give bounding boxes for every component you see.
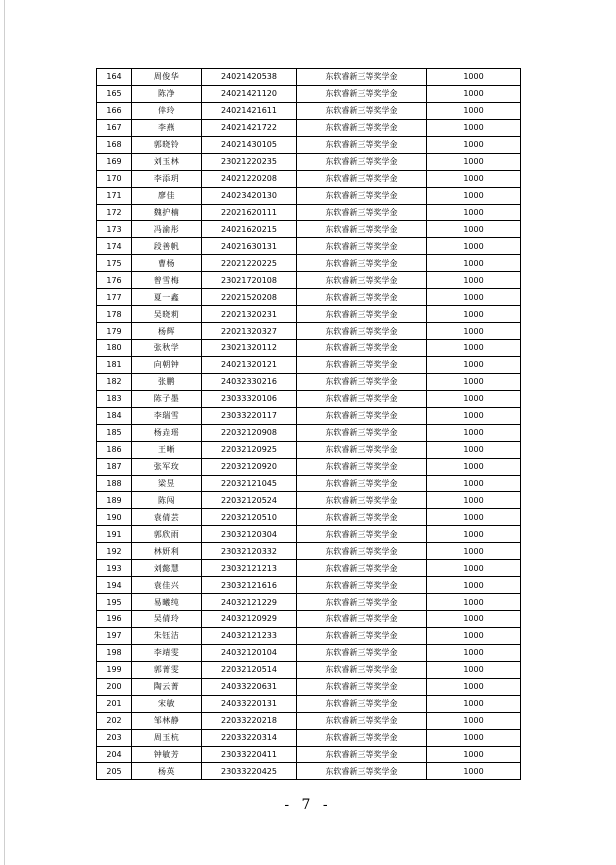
student-id-cell: 24032121233 [202,627,297,644]
page-number: - 7 - [284,797,332,813]
student-name-cell: 陈闯 [132,492,202,509]
student-id-cell: 22032120925 [202,441,297,458]
table-row [97,661,521,678]
student-name-cell: 宋敏 [132,695,202,712]
row-number-cell: 180 [97,340,132,357]
row-number-cell: 186 [97,441,132,458]
row-number-cell: 169 [97,153,132,170]
award-amount-cell: 1000 [427,255,521,272]
student-id-cell: 22021620111 [202,204,297,221]
table-row [97,627,521,644]
award-amount-cell: 1000 [427,627,521,644]
row-number-cell: 178 [97,306,132,323]
award-amount-cell: 1000 [427,119,521,136]
row-number-cell: 194 [97,577,132,594]
award-name-cell: 东软睿新三等奖学金 [297,543,427,560]
row-number-cell: 191 [97,526,132,543]
award-amount-cell: 1000 [427,289,521,306]
award-name-cell: 东软睿新三等奖学金 [297,238,427,255]
award-name-cell: 东软睿新三等奖学金 [297,627,427,644]
row-number-cell: 192 [97,543,132,560]
award-amount-cell: 1000 [427,187,521,204]
table-row [97,136,521,153]
table-row [97,390,521,407]
award-name-cell: 东软睿新三等奖学金 [297,475,427,492]
award-amount-cell: 1000 [427,272,521,289]
row-number-cell: 173 [97,221,132,238]
award-name-cell: 东软睿新三等奖学金 [297,119,427,136]
table-row [97,69,521,86]
award-amount-cell: 1000 [427,69,521,86]
table-row [97,424,521,441]
table-row [97,458,521,475]
table-row [97,695,521,712]
student-id-cell: 23033320106 [202,390,297,407]
row-number-cell: 170 [97,170,132,187]
student-name-cell: 邹林静 [132,712,202,729]
award-name-cell: 东软睿新三等奖学金 [297,187,427,204]
table-row [97,204,521,221]
award-amount-cell: 1000 [427,221,521,238]
award-name-cell: 东软睿新三等奖学金 [297,153,427,170]
award-amount-cell: 1000 [427,577,521,594]
award-name-cell: 东软睿新三等奖学金 [297,255,427,272]
student-name-cell: 吴晓莉 [132,306,202,323]
student-name-cell: 梁昱 [132,475,202,492]
row-number-cell: 176 [97,272,132,289]
award-amount-cell: 1000 [427,526,521,543]
table-row [97,272,521,289]
student-id-cell: 22032120920 [202,458,297,475]
award-name-cell: 东软睿新三等奖学金 [297,594,427,611]
table-row [97,526,521,543]
row-number-cell: 183 [97,390,132,407]
student-name-cell: 周俊华 [132,69,202,86]
student-name-cell: 刘懿慧 [132,560,202,577]
row-number-cell: 171 [97,187,132,204]
table-row [97,340,521,357]
table-row [97,729,521,746]
row-number-cell: 168 [97,136,132,153]
award-amount-cell: 1000 [427,373,521,390]
student-id-cell: 22032120908 [202,424,297,441]
student-id-cell: 22032120510 [202,509,297,526]
row-number-cell: 196 [97,611,132,628]
award-amount-cell: 1000 [427,509,521,526]
award-name-cell: 东软睿新三等奖学金 [297,644,427,661]
award-amount-cell: 1000 [427,204,521,221]
student-name-cell: 杨英 [132,763,202,780]
table-row [97,644,521,661]
student-name-cell: 陶云菁 [132,678,202,695]
row-number-cell: 200 [97,678,132,695]
award-name-cell: 东软睿新三等奖学金 [297,407,427,424]
award-amount-cell: 1000 [427,695,521,712]
award-name-cell: 东软睿新三等奖学金 [297,492,427,509]
student-name-cell: 杨辉 [132,323,202,340]
table-row [97,170,521,187]
row-number-cell: 202 [97,712,132,729]
row-number-cell: 205 [97,763,132,780]
award-amount-cell: 1000 [427,85,521,102]
student-name-cell: 冯渝彤 [132,221,202,238]
award-amount-cell: 1000 [427,441,521,458]
student-id-cell: 24021430105 [202,136,297,153]
award-name-cell: 东软睿新三等奖学金 [297,373,427,390]
row-number-cell: 164 [97,69,132,86]
student-name-cell: 段善帆 [132,238,202,255]
table-row [97,102,521,119]
award-amount-cell: 1000 [427,712,521,729]
award-amount-cell: 1000 [427,424,521,441]
award-name-cell: 东软睿新三等奖学金 [297,441,427,458]
student-id-cell: 24021421611 [202,102,297,119]
award-name-cell: 东软睿新三等奖学金 [297,69,427,86]
row-number-cell: 198 [97,644,132,661]
row-number-cell: 182 [97,373,132,390]
award-name-cell: 东软睿新三等奖学金 [297,85,427,102]
table-row [97,255,521,272]
row-number-cell: 179 [97,323,132,340]
award-amount-cell: 1000 [427,492,521,509]
award-name-cell: 东软睿新三等奖学金 [297,204,427,221]
row-number-cell: 203 [97,729,132,746]
student-name-cell: 钟敏芳 [132,746,202,763]
award-amount-cell: 1000 [427,763,521,780]
award-amount-cell: 1000 [427,644,521,661]
table-row [97,712,521,729]
row-number-cell: 181 [97,356,132,373]
student-name-cell: 夏一鑫 [132,289,202,306]
award-amount-cell: 1000 [427,153,521,170]
student-id-cell: 24032121229 [202,594,297,611]
student-id-cell: 24021220208 [202,170,297,187]
award-name-cell: 东软睿新三等奖学金 [297,306,427,323]
award-name-cell: 东软睿新三等奖学金 [297,458,427,475]
row-number-cell: 201 [97,695,132,712]
award-name-cell: 东软睿新三等奖学金 [297,661,427,678]
award-amount-cell: 1000 [427,746,521,763]
table-row [97,577,521,594]
student-id-cell: 22021520208 [202,289,297,306]
row-number-cell: 184 [97,407,132,424]
student-name-cell: 陈子墨 [132,390,202,407]
row-number-cell: 166 [97,102,132,119]
student-id-cell: 24021320121 [202,356,297,373]
table-row [97,594,521,611]
student-id-cell: 22032120524 [202,492,297,509]
table-row [97,475,521,492]
award-name-cell: 东软睿新三等奖学金 [297,695,427,712]
student-id-cell: 24021630131 [202,238,297,255]
table-row [97,289,521,306]
row-number-cell: 204 [97,746,132,763]
student-name-cell: 张秋学 [132,340,202,357]
student-name-cell: 李燕 [132,119,202,136]
student-id-cell: 24033220131 [202,695,297,712]
table-row [97,373,521,390]
table-row [97,323,521,340]
award-name-cell: 东软睿新三等奖学金 [297,102,427,119]
table-row [97,221,521,238]
row-number-cell: 167 [97,119,132,136]
row-number-cell: 185 [97,424,132,441]
student-id-cell: 23032121616 [202,577,297,594]
award-amount-cell: 1000 [427,560,521,577]
scholarship-list-body [97,69,521,780]
award-amount-cell: 1000 [427,611,521,628]
student-name-cell: 杨垚瑶 [132,424,202,441]
table-row [97,85,521,102]
table-row [97,407,521,424]
student-id-cell: 24021420538 [202,69,297,86]
student-id-cell: 23033220411 [202,746,297,763]
table-row [97,678,521,695]
student-name-cell: 易曦纯 [132,594,202,611]
award-amount-cell: 1000 [427,340,521,357]
award-name-cell: 东软睿新三等奖学金 [297,746,427,763]
student-name-cell: 林妍利 [132,543,202,560]
page-left-edge [4,0,5,865]
row-number-cell: 197 [97,627,132,644]
table-row [97,306,521,323]
award-name-cell: 东软睿新三等奖学金 [297,712,427,729]
award-name-cell: 东软睿新三等奖学金 [297,170,427,187]
student-id-cell: 23021320112 [202,340,297,357]
student-id-cell: 22033220314 [202,729,297,746]
table-row [97,356,521,373]
student-id-cell: 24021620215 [202,221,297,238]
student-id-cell: 23033220117 [202,407,297,424]
award-name-cell: 东软睿新三等奖学金 [297,221,427,238]
student-name-cell: 周玉杭 [132,729,202,746]
student-id-cell: 24021421722 [202,119,297,136]
student-id-cell: 23021220235 [202,153,297,170]
student-name-cell: 曾雪梅 [132,272,202,289]
award-amount-cell: 1000 [427,390,521,407]
award-amount-cell: 1000 [427,102,521,119]
award-name-cell: 东软睿新三等奖学金 [297,763,427,780]
table-row [97,187,521,204]
scholarship-list-table [96,68,521,780]
student-name-cell: 袁佳兴 [132,577,202,594]
student-id-cell: 24032120104 [202,644,297,661]
table-row [97,153,521,170]
student-name-cell: 向朝钟 [132,356,202,373]
award-amount-cell: 1000 [427,729,521,746]
student-name-cell: 陈净 [132,85,202,102]
student-id-cell: 23032121213 [202,560,297,577]
award-name-cell: 东软睿新三等奖学金 [297,424,427,441]
student-id-cell: 24023420130 [202,187,297,204]
row-number-cell: 172 [97,204,132,221]
table-row [97,746,521,763]
student-id-cell: 22021320231 [202,306,297,323]
award-name-cell: 东软睿新三等奖学金 [297,611,427,628]
award-amount-cell: 1000 [427,475,521,492]
table-row [97,509,521,526]
award-amount-cell: 1000 [427,458,521,475]
award-amount-cell: 1000 [427,136,521,153]
row-number-cell: 175 [97,255,132,272]
student-name-cell: 郭菁雯 [132,661,202,678]
student-name-cell: 廖佳 [132,187,202,204]
table-row [97,119,521,136]
table-row [97,560,521,577]
student-name-cell: 张鹏 [132,373,202,390]
student-id-cell: 23021720108 [202,272,297,289]
student-name-cell: 王晰 [132,441,202,458]
student-name-cell: 朱钰洁 [132,627,202,644]
award-name-cell: 东软睿新三等奖学金 [297,272,427,289]
award-amount-cell: 1000 [427,678,521,695]
student-name-cell: 李瑞雪 [132,407,202,424]
award-amount-cell: 1000 [427,238,521,255]
student-id-cell: 23032120332 [202,543,297,560]
row-number-cell: 190 [97,509,132,526]
student-id-cell: 24032120929 [202,611,297,628]
table-row [97,763,521,780]
student-name-cell: 李添玥 [132,170,202,187]
award-name-cell: 东软睿新三等奖学金 [297,526,427,543]
student-name-cell: 魏护楠 [132,204,202,221]
student-id-cell: 22032120514 [202,661,297,678]
award-name-cell: 东软睿新三等奖学金 [297,560,427,577]
student-id-cell: 24021421120 [202,85,297,102]
award-name-cell: 东软睿新三等奖学金 [297,340,427,357]
row-number-cell: 165 [97,85,132,102]
student-id-cell: 23033220425 [202,763,297,780]
award-name-cell: 东软睿新三等奖学金 [297,136,427,153]
row-number-cell: 195 [97,594,132,611]
award-amount-cell: 1000 [427,661,521,678]
student-name-cell: 曹杨 [132,255,202,272]
award-name-cell: 东软睿新三等奖学金 [297,289,427,306]
table-row [97,611,521,628]
row-number-cell: 189 [97,492,132,509]
award-name-cell: 东软睿新三等奖学金 [297,729,427,746]
row-number-cell: 177 [97,289,132,306]
award-name-cell: 东软睿新三等奖学金 [297,509,427,526]
student-name-cell: 吴倩玲 [132,611,202,628]
student-name-cell: 张军玫 [132,458,202,475]
student-id-cell: 22033220218 [202,712,297,729]
row-number-cell: 199 [97,661,132,678]
award-amount-cell: 1000 [427,306,521,323]
student-name-cell: 倖玲 [132,102,202,119]
student-id-cell: 24032330216 [202,373,297,390]
student-id-cell: 23032120304 [202,526,297,543]
student-name-cell: 郭欣雨 [132,526,202,543]
award-name-cell: 东软睿新三等奖学金 [297,577,427,594]
student-name-cell: 刘玉林 [132,153,202,170]
student-id-cell: 22021220225 [202,255,297,272]
award-amount-cell: 1000 [427,170,521,187]
table-row [97,238,521,255]
award-amount-cell: 1000 [427,543,521,560]
award-amount-cell: 1000 [427,407,521,424]
table-row [97,492,521,509]
award-name-cell: 东软睿新三等奖学金 [297,356,427,373]
award-name-cell: 东软睿新三等奖学金 [297,390,427,407]
student-name-cell: 袁倩芸 [132,509,202,526]
student-id-cell: 22032121045 [202,475,297,492]
row-number-cell: 187 [97,458,132,475]
row-number-cell: 174 [97,238,132,255]
row-number-cell: 188 [97,475,132,492]
award-name-cell: 东软睿新三等奖学金 [297,678,427,695]
table-row [97,441,521,458]
award-amount-cell: 1000 [427,594,521,611]
row-number-cell: 193 [97,560,132,577]
student-name-cell: 李靖雯 [132,644,202,661]
award-amount-cell: 1000 [427,323,521,340]
award-name-cell: 东软睿新三等奖学金 [297,323,427,340]
student-name-cell: 郭晓铃 [132,136,202,153]
student-id-cell: 24033220631 [202,678,297,695]
award-amount-cell: 1000 [427,356,521,373]
table-row [97,543,521,560]
student-id-cell: 22021320327 [202,323,297,340]
